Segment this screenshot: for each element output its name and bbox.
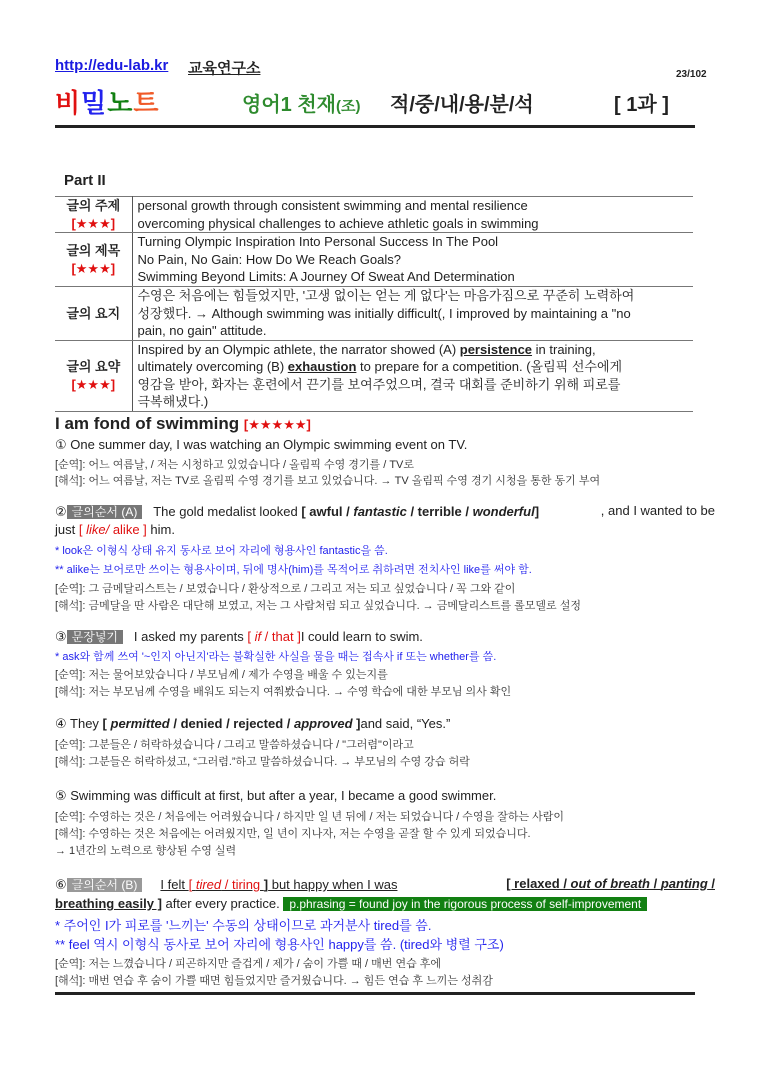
paraphrase-badge: p.phrasing = found joy in the rigorous process of self-improvement — [283, 897, 647, 911]
lesson-label: [ 1과 ] — [614, 94, 669, 116]
gist-label: 글의 요지 — [55, 287, 132, 341]
title-label: 글의 제목 [★★★] — [55, 233, 132, 287]
tag-order-b: 글의순서 (B) — [67, 878, 143, 892]
logo-char: 비 — [55, 88, 82, 118]
divider-bottom — [55, 992, 695, 995]
sentence-1: ① One summer day, I was watching an Olympic swimming event on TV. — [55, 437, 468, 452]
order-6: [순역]: 저는 느꼈습니다 / 피곤하지만 즐겁게 / 제가 / 숨이 가쁠 때 / 매번 연습 후에 — [55, 958, 442, 970]
logo-char: 트 — [133, 88, 160, 118]
logo-char: 밀 — [81, 88, 108, 118]
page-number: 23/102 — [676, 69, 707, 80]
sentence-2b: just [ like/ alike ] him. — [55, 522, 175, 537]
sentence-2: ② 글의순서 (A) The gold medalist looked [ awful / fantastic / terrible / wonderful] , and I wanted to be — [55, 503, 715, 519]
topic-content: personal growth through consistent swimming and mental resilience overcoming physical challenges to achieve athletic goals in swimming — [132, 197, 693, 233]
gist-content: 수영은 처음에는 힘들었지만, '고생 없이는 얻는 게 없다'는 마음가짐으로 꾸준히 노력하여 성장했다. → Although swimming was initially difficult(, I improved by maintaining a "no pain, no gain" attitude. — [132, 287, 693, 341]
org-name: 교육연구소 — [188, 60, 261, 77]
order-2: [순역]: 그 금메달리스트는 / 보였습니다 / 환상적으로 / 그리고 저는 되고 싶었습니다 / 꼭 그와 같이 — [55, 583, 516, 595]
order-4: [순역]: 그분들은 / 허락하셨습니다 / 그리고 말씀하셨습니다 / "그러렴"이라고 — [55, 739, 414, 751]
sentence-6: ⑥ 글의순서 (B) I felt [ tired / tiring ] but happy when I was [ relaxed / out of breath / panting / — [55, 876, 715, 892]
sentence-4: ④ They [ permitted / denied / rejected / approved ]and said, “Yes.” — [55, 716, 451, 731]
subject: 영어1 천재 — [242, 94, 336, 116]
tag-insert: 문장넣기 — [67, 630, 123, 644]
sentence-5: ⑤ Swimming was difficult at first, but after a year, I became a good swimmer. — [55, 788, 497, 803]
note-2a: * look은 이형식 상태 유지 동사로 보어 자리에 형용사인 fantastic을 씀. — [55, 545, 388, 557]
order-1: [순역]: 어느 여름날, / 저는 시청하고 있었습니다 / 올림픽 수영 경기를 / TV로 — [55, 459, 415, 471]
trans-1: [해석]: 어느 여름날, 저는 TV로 올림픽 수영 경기를 보고 있었습니다. → TV 올림픽 수영 경기 시청을 통한 동기 부여 — [55, 475, 601, 487]
note-6b: ** feel 역시 이형식 동사로 보어 자리에 형용사인 happy를 씀. (tired와 병렬 구조) — [55, 937, 504, 952]
abstract-content: Inspired by an Olympic athlete, the narrator showed (A) persistence in training, ultimately overcoming (B) exhaustion to prepare for a competition. (올림픽 선수에게 영감을 받아, 화자는 훈련에서 끈기를 보여주었으며, 결국 대회를 준비하기 위해 피로를 극복해냈다.) — [132, 340, 693, 411]
trans-5: [해석]: 수영하는 것은 처음에는 어려웠지만, 일 년이 지나자, 저는 수영을 곧잘 할 수 있게 되었습니다. — [55, 828, 531, 840]
order-3: [순역]: 저는 물어보았습니다 / 부모님께 / 제가 수영을 배울 수 있는지를 — [55, 669, 388, 681]
note-2b: ** alike는 보어로만 쓰이는 형용사이며, 뒤에 명사(him)를 목적어로 취하려면 전치사인 like를 써야 함. — [55, 564, 532, 576]
tag-order-a: 글의순서 (A) — [67, 505, 143, 519]
part-heading: Part II — [64, 172, 106, 189]
logo-char: 노 — [107, 88, 134, 118]
trans-2: [해석]: 금메달을 딴 사람은 대단해 보였고, 저는 그 사람처럼 되고 싶었습니다. → 금메달리스트를 롤모델로 설정 — [55, 600, 581, 612]
topic-label: 글의 주제 [★★★] — [55, 197, 132, 233]
title-content: Turning Olympic Inspiration Into Personal Success In The Pool No Pain, No Gain: How Do We Reach Goals? Swimming Beyond Limits: A Journey Of Sweat And Determination — [132, 233, 693, 287]
order-5: [순역]: 수영하는 것은 / 처음에는 어려웠습니다 / 하지만 일 년 뒤에 / 저는 되었습니다 / 수영을 잘하는 사람이 — [55, 811, 565, 823]
summary-table — [55, 196, 693, 412]
sentence-3: ③ 문장넣기 I asked my parents [ if / that ]I could learn to swim. — [55, 629, 423, 644]
doc-type: 적/중/내/용/분/석 — [390, 94, 534, 116]
note-6a: * 주어인 I가 피로를 '느끼는' 수동의 상태이므로 과거분사 tired를 씀. — [55, 918, 432, 933]
section-title: I am fond of swimming [★★★★★] — [55, 414, 311, 433]
trans-3: [해석]: 저는 부모님께 수영을 배워도 되는지 여쭤봤습니다. → 수영 학습에 대한 부모님 의사 확인 — [55, 686, 512, 698]
publisher: (조) — [335, 98, 361, 115]
abstract-label: 글의 요약 [★★★] — [55, 340, 132, 411]
note-3: * ask와 함께 쓰여 '~인지 아닌지'라는 불확실한 사실을 물을 때는 접속사 if 또는 whether를 씀. — [55, 651, 497, 663]
site-link[interactable]: http://edu-lab.kr — [55, 57, 169, 74]
sentence-6b: breathing easily ] after every practice. p.phrasing = found joy in the rigorous process of self-improvement — [55, 896, 647, 911]
logo — [55, 83, 160, 120]
divider — [55, 125, 695, 128]
trans-5b: → 1년간의 노력으로 향상된 수영 실력 — [55, 845, 237, 857]
subject-title — [242, 88, 360, 117]
trans-6: [해석]: 매번 연습 후 숨이 가쁠 때면 힘들었지만 즐거웠습니다. → 힘든 연습 후 느끼는 성취감 — [55, 975, 493, 987]
trans-4: [해석]: 그분들은 허락하셨고, “그러렴.”하고 말씀하셨습니다. → 부모님의 수영 강습 허락 — [55, 756, 470, 768]
